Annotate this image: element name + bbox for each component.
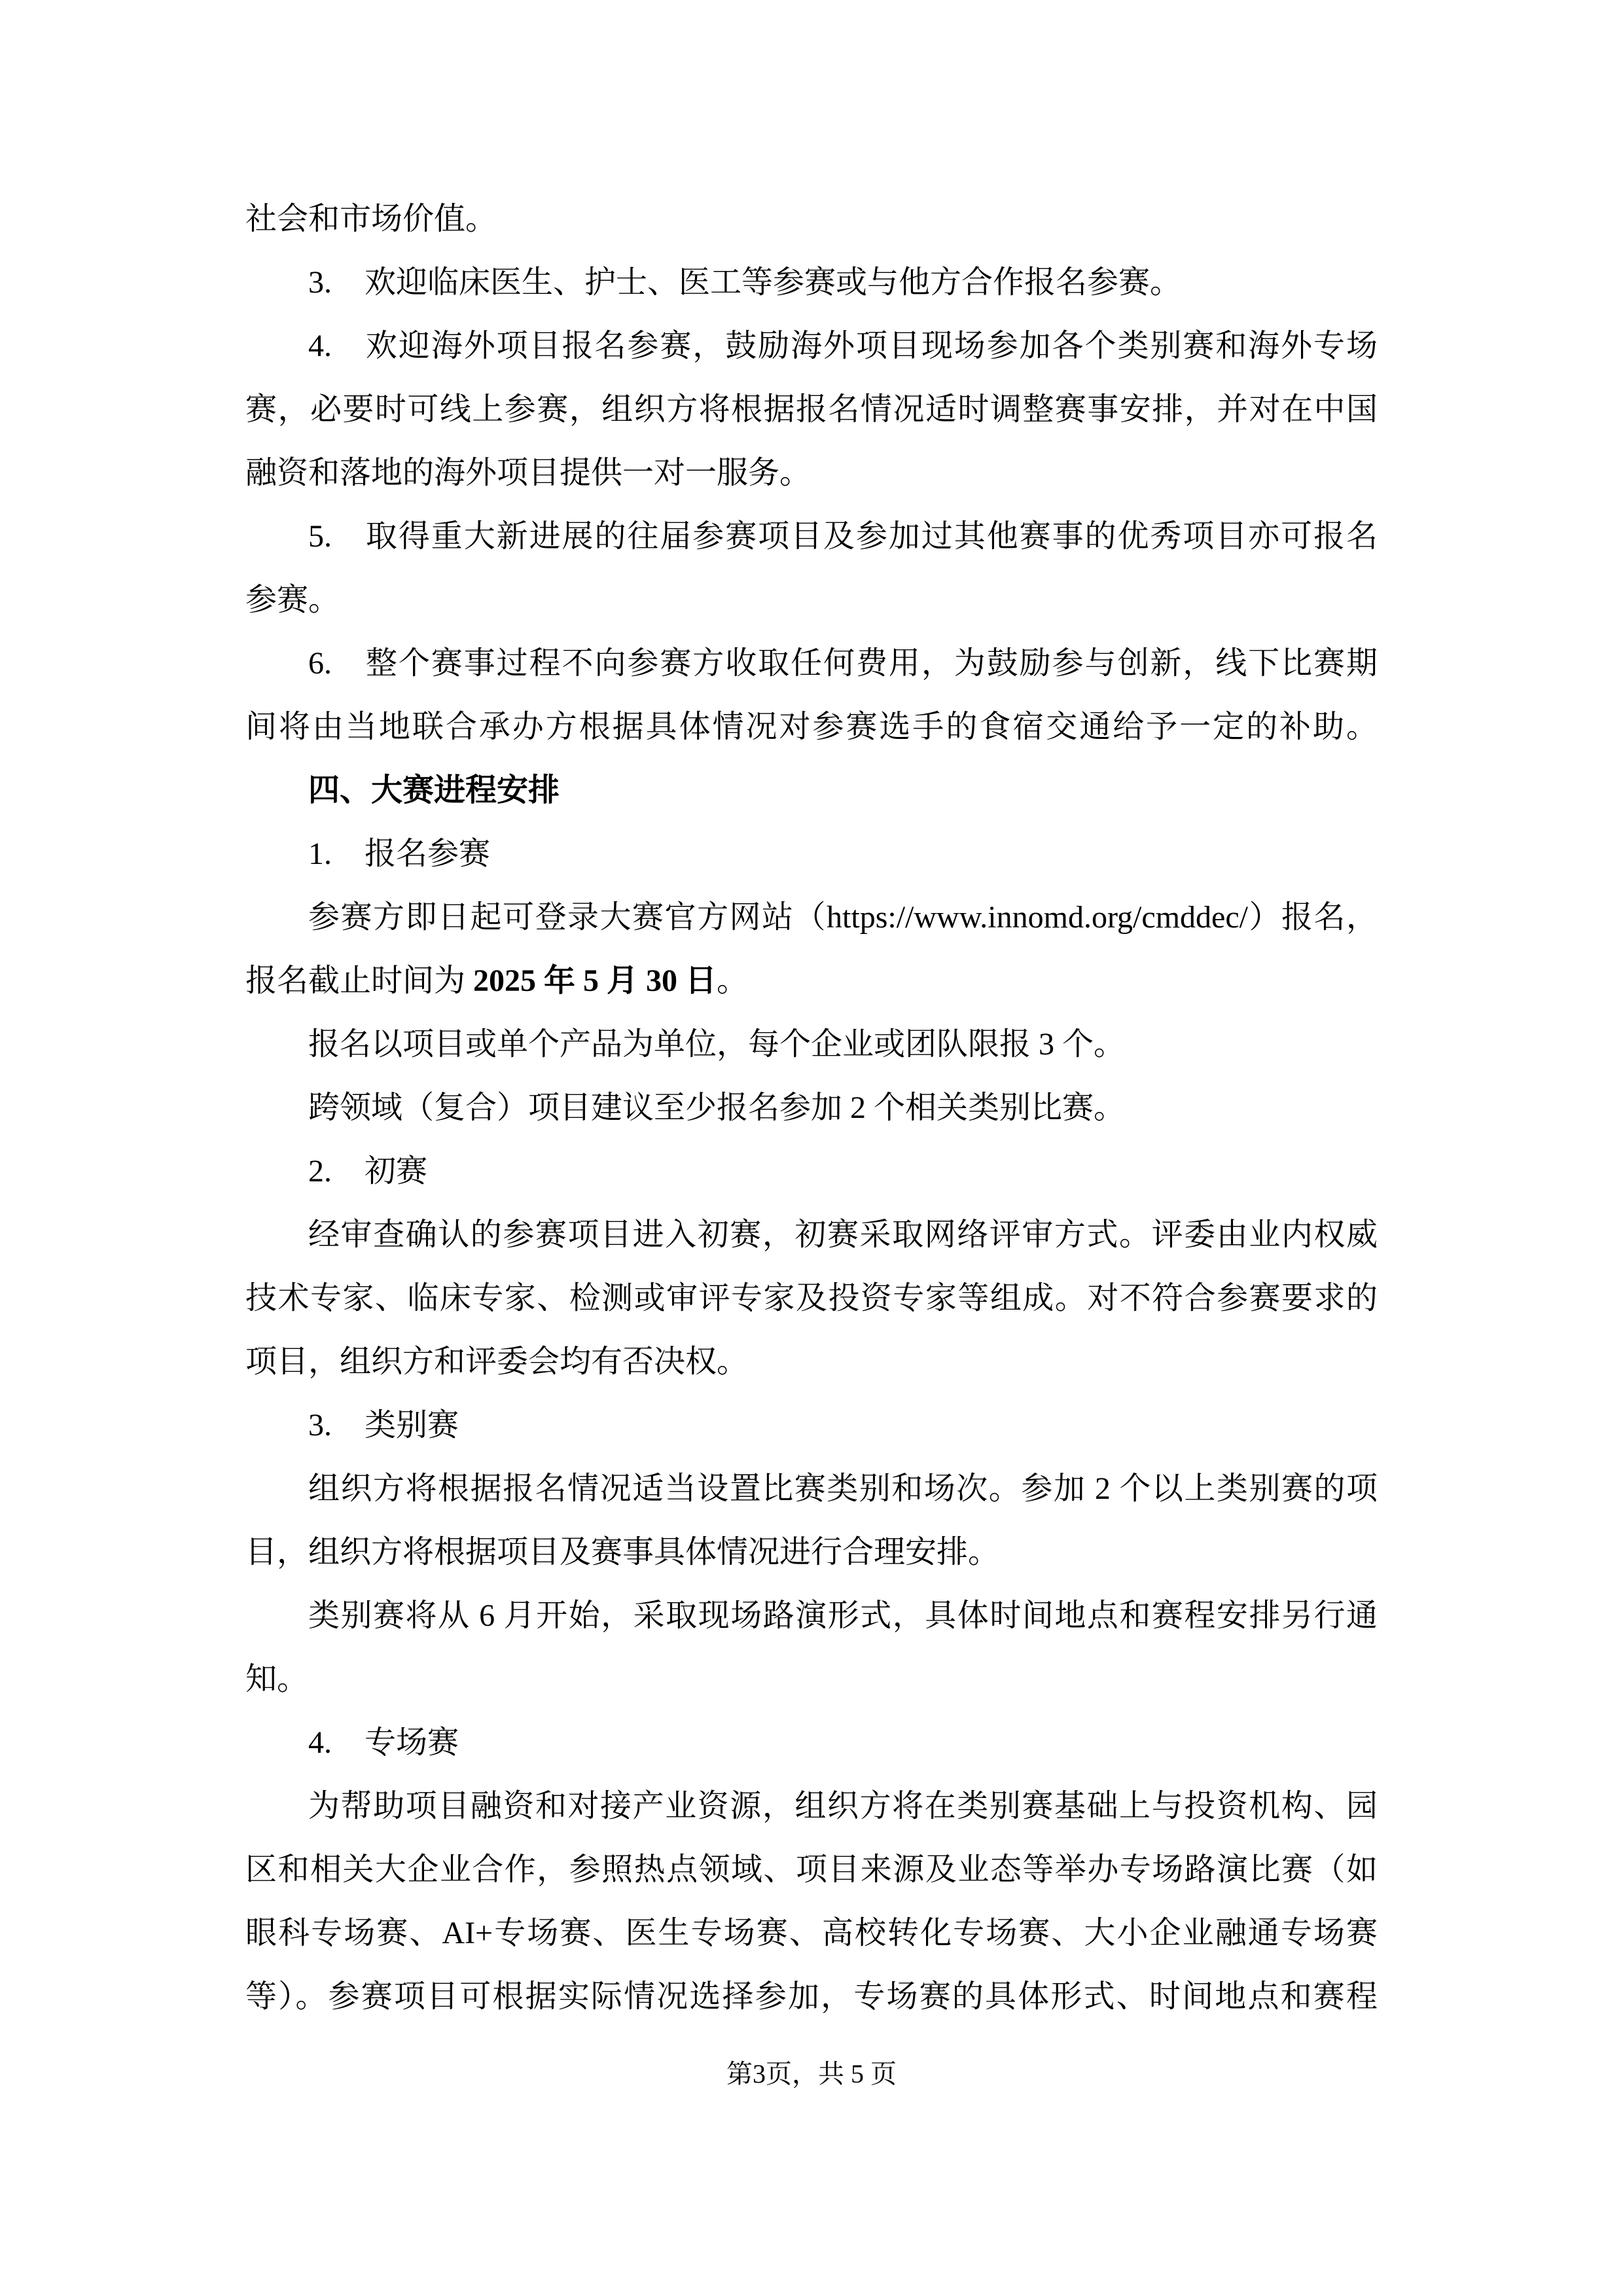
text-line [245,378,1378,441]
text-run: 技术专家、临床专家、检测或审评专家及投资专家等组成。对不符合参赛要求的 [245,1281,1378,1316]
text-run: 报名参赛 [365,836,491,871]
text-line [245,1901,1378,1965]
list-number: 6. [308,646,332,681]
text-line [245,1393,1378,1457]
text-line [245,1330,1378,1393]
text-run: 类别赛将从 6 月开始，采取现场路演形式，具体时间地点和赛程安排另行通 [308,1598,1378,1633]
list-number: 3. [308,1408,332,1443]
text-run: 区和相关大企业合作，参照热点领域、项目来源及业态等举办专场路演比赛（如 [245,1852,1378,1887]
list-number: 1. [308,836,332,871]
text-run: 经审查确认的参赛项目进入初赛，初赛采取网络评审方式。评委由业内权威 [308,1217,1378,1252]
text-run: 等）。参赛项目可根据实际情况选择参加，专场赛的具体形式、时间地点和赛程 [245,1979,1378,2014]
text-line [245,1965,1378,2028]
document-body [245,187,1378,2028]
list-number: 2. [308,1154,332,1189]
text-run: 项目，组织方和评委会均有否决权。 [245,1344,749,1379]
text-run: 四、大赛进程安排 [308,773,560,808]
text-run: 整个赛事过程不向参赛方收取任何费用，为鼓励参与创新，线下比赛期 [365,646,1378,681]
text-run: 社会和市场价值。 [245,202,497,236]
text-run: 欢迎海外项目报名参赛，鼓励海外项目现场参加各个类别赛和海外专场 [365,329,1378,363]
list-number: 3. [308,265,332,300]
text-line [245,505,1378,568]
text-line [245,1520,1378,1584]
text-run: 赛，必要时可线上参赛，组织方将根据报名情况适时调整赛事安排，并对在中国 [245,392,1378,427]
text-run: 知。 [245,1662,309,1696]
list-number: 5. [308,519,332,554]
text-line [245,1266,1378,1330]
text-line [245,1457,1378,1520]
text-line [245,822,1378,886]
text-run: 取得重大新进展的往届参赛项目及参加过其他赛事的优秀项目亦可报名 [365,519,1378,554]
text-run: 跨领域（复合）项目建议至少报名参加 2 个相关类别比赛。 [308,1090,1126,1125]
text-line [245,632,1378,695]
text-run: 目，组织方将根据项目及赛事具体情况进行合理安排。 [245,1535,1000,1570]
text-run: 专场赛 [365,1725,459,1760]
text-run: 参赛。 [245,583,340,617]
text-run: 欢迎临床医生、护士、医工等参赛或与他方合作报名参赛。 [365,265,1182,300]
text-run: 间将由当地联合承办方根据具体情况对参赛选手的食宿交通给予一定的补助。 [245,709,1378,744]
text-run: 报名截止时间为 [245,963,474,998]
text-line [245,1013,1378,1076]
text-run: 组织方将根据报名情况适当设置比赛类别和场次。参加 2 个以上类别赛的项 [308,1471,1378,1506]
text-line [245,251,1378,314]
text-run: 报名以项目或单个产品为单位，每个企业或团队限报 3 个。 [308,1027,1126,1062]
text-line [245,314,1378,378]
text-run: 为帮助项目融资和对接产业资源，组织方将在类别赛基础上与投资机构、园 [308,1789,1378,1823]
text-line [245,1139,1378,1203]
text-run: 融资和落地的海外项目提供一对一服务。 [245,456,812,490]
text-line [245,886,1378,949]
text-line [245,1711,1378,1774]
section-heading [245,759,1378,822]
text-run: 眼科专场赛、AI+专场赛、医生专场赛、高校转化专场赛、大小企业融通专场赛 [245,1916,1378,1950]
text-line [245,1647,1378,1711]
text-line [245,695,1378,759]
text-line [245,1838,1378,1901]
text-run: 类别赛 [365,1408,459,1443]
text-line [245,1584,1378,1647]
page-footer [245,2042,1378,2106]
page-number: 第3页，共 5 页 [726,2059,897,2089]
list-number: 4. [308,329,332,363]
text-line [245,1076,1378,1139]
text-line [245,441,1378,505]
text-run: 初赛 [365,1154,428,1189]
text-line [245,1203,1378,1266]
text-line [245,187,1378,251]
bold-text: 2025 年 5 月 30 日 [473,963,717,998]
text-line [245,949,1378,1013]
text-run: 。 [717,963,749,998]
text-line [245,1774,1378,1838]
text-line [245,568,1378,632]
text-run: 参赛方即日起可登录大赛官方网站（https://www.innomd.org/cmddec/）报名， [308,900,1378,935]
list-number: 4. [308,1725,332,1760]
